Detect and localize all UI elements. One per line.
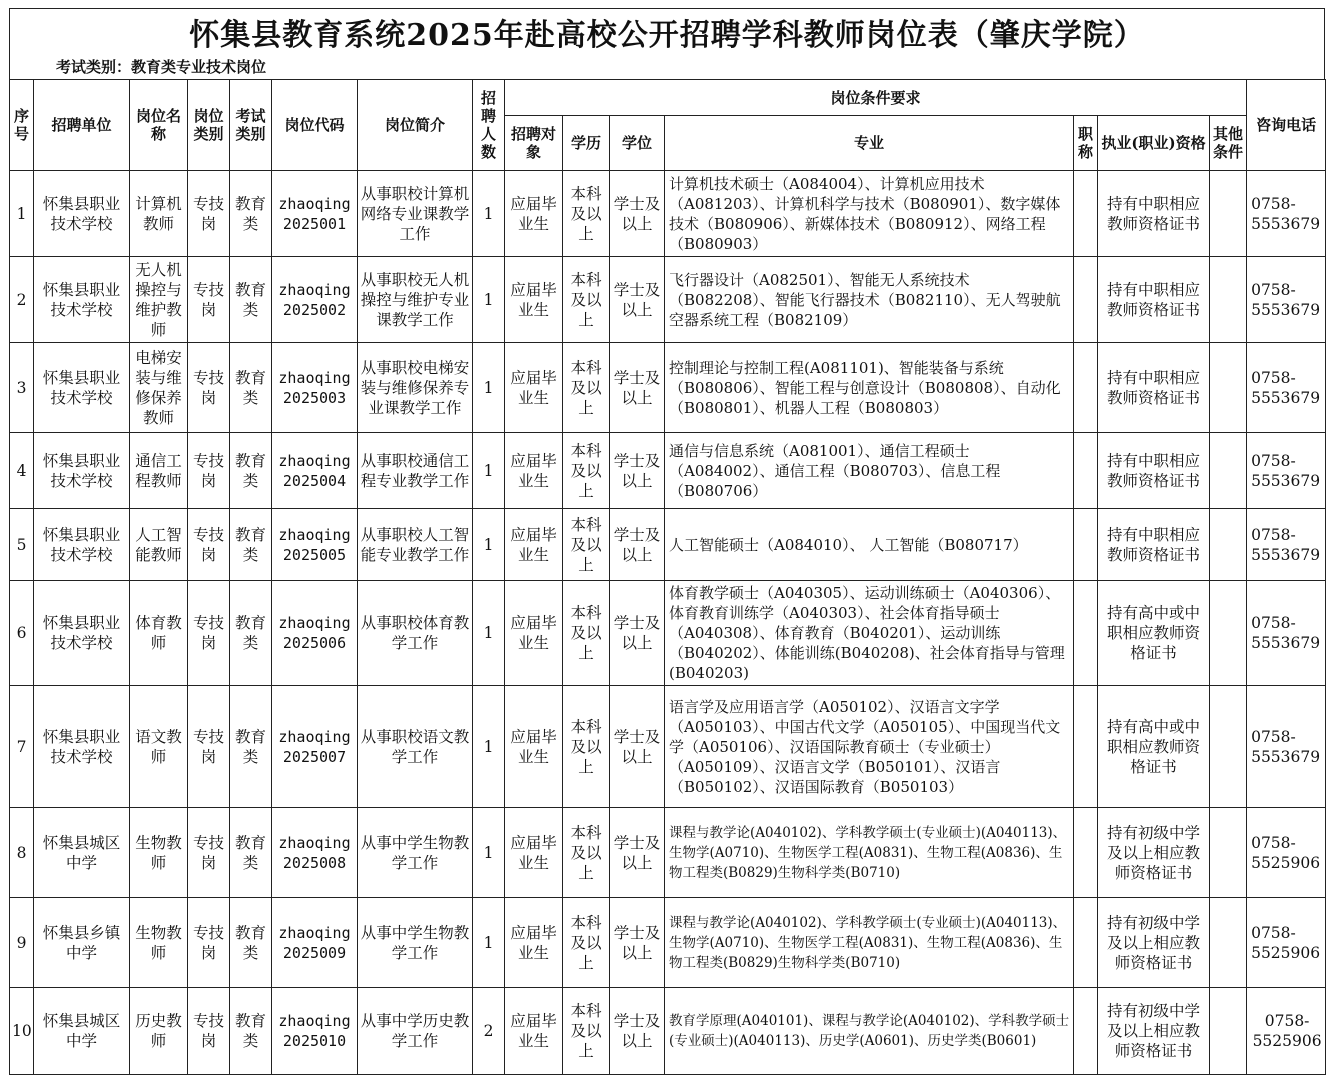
cell-unit: 怀集县职业技术学校 [34,509,130,581]
cell-degree: 学士及以上 [610,898,665,988]
header-exam-category: 考试类别 [230,80,272,171]
cell-post-name: 生物教师 [130,808,188,898]
cell-post-name: 人工智能教师 [130,509,188,581]
job-table-sheet [9,8,1325,1075]
cell-education: 本科及以上 [563,433,610,509]
cell-phone: 0758-5553679 [1247,686,1326,808]
cell-exam-category: 教育类 [230,171,272,257]
cell-post-type: 专技岗 [188,808,230,898]
header-phone: 咨询电话 [1247,80,1326,171]
cell-other [1210,257,1247,343]
cell-post-desc: 从事职校语文教学工作 [358,686,473,808]
cell-qualification: 持有中职相应教师资格证书 [1098,171,1210,257]
cell-degree: 学士及以上 [610,808,665,898]
cell-major: 语言学及应用语言学（A050102）、汉语言文字学（A050103）、中国古代文学（A050105）、中国现当代文学（A050106）、汉语国际教育硕士（专业硕士）（A050109）、汉语言文学（B050101）、汉语言（B050102）、汉语国际教育（B050103） [665,686,1074,808]
cell-seq: 5 [10,509,34,581]
cell-degree: 学士及以上 [610,257,665,343]
cell-other [1210,343,1247,433]
cell-other [1210,686,1247,808]
header-requirements: 岗位条件要求 [505,80,1247,116]
cell-post-code: zhaoqing 2025008 [272,808,358,898]
cell-major: 飞行器设计（A082501）、智能无人系统技术（B082208）、智能飞行器技术（B082110）、无人驾驶航空器系统工程（B082109） [665,257,1074,343]
header-post-type: 岗位类别 [188,80,230,171]
cell-education: 本科及以上 [563,509,610,581]
cell-qualification: 持有初级中学及以上相应教师资格证书 [1098,898,1210,988]
header-post-code: 岗位代码 [272,80,358,171]
cell-count: 2 [473,988,505,1075]
table-row [10,343,1326,433]
cell-education: 本科及以上 [563,686,610,808]
cell-seq: 9 [10,898,34,988]
cell-other [1210,898,1247,988]
cell-exam-category: 教育类 [230,686,272,808]
cell-post-type: 专技岗 [188,171,230,257]
cell-title-req [1074,988,1098,1075]
cell-count: 1 [473,257,505,343]
cell-post-code: zhaoqing 2025005 [272,509,358,581]
cell-qualification: 持有初级中学及以上相应教师资格证书 [1098,808,1210,898]
cell-major: 人工智能硕士（A084010）、 人工智能（B080717） [665,509,1074,581]
cell-exam-category: 教育类 [230,988,272,1075]
cell-title-req [1074,898,1098,988]
cell-degree: 学士及以上 [610,509,665,581]
cell-title-req [1074,808,1098,898]
table-row [10,509,1326,581]
cell-other [1210,581,1247,686]
table-row [10,433,1326,509]
header-qualification: 执业(职业)资格 [1098,116,1210,171]
cell-post-desc: 从事职校体育教学工作 [358,581,473,686]
cell-post-desc: 从事中学生物教学工作 [358,808,473,898]
cell-unit: 怀集县职业技术学校 [34,686,130,808]
cell-post-type: 专技岗 [188,433,230,509]
cell-post-desc: 从事中学生物教学工作 [358,898,473,988]
cell-count: 1 [473,898,505,988]
cell-count: 1 [473,581,505,686]
cell-count: 1 [473,686,505,808]
cell-post-code: zhaoqing 2025004 [272,433,358,509]
cell-phone: 0758-5553679 [1247,257,1326,343]
cell-unit: 怀集县城区中学 [34,988,130,1075]
cell-other [1210,988,1247,1075]
cell-phone: 0758-5525906 [1247,898,1326,988]
cell-degree: 学士及以上 [610,171,665,257]
cell-unit: 怀集县乡镇中学 [34,898,130,988]
cell-education: 本科及以上 [563,343,610,433]
cell-post-type: 专技岗 [188,898,230,988]
cell-other [1210,509,1247,581]
cell-education: 本科及以上 [563,257,610,343]
cell-post-name: 计算机教师 [130,171,188,257]
cell-phone: 0758-5525906 [1247,988,1326,1075]
cell-degree: 学士及以上 [610,343,665,433]
cell-post-code: zhaoqing 2025007 [272,686,358,808]
header-post-desc: 岗位简介 [358,80,473,171]
cell-post-desc: 从事职校人工智能专业教学工作 [358,509,473,581]
cell-post-desc: 从事职校电梯安装与维修保养专业课教学工作 [358,343,473,433]
cell-title-req [1074,581,1098,686]
cell-degree: 学士及以上 [610,433,665,509]
cell-major: 通信与信息系统（A081001）、通信工程硕士（A084002）、通信工程（B080703）、信息工程（B080706） [665,433,1074,509]
cell-title-req [1074,257,1098,343]
cell-post-code: zhaoqing 2025003 [272,343,358,433]
cell-qualification: 持有初级中学及以上相应教师资格证书 [1098,988,1210,1075]
header-other: 其他条件 [1210,116,1247,171]
cell-major: 课程与教学论(A040102)、学科教学硕士(专业硕士)(A040113)、生物学(A0710)、生物医学工程(A0831)、生物工程(A0836)、生物工程类(B0829)生物科学类(B0710) [665,808,1074,898]
table-row [10,988,1326,1075]
cell-phone: 0758-5553679 [1247,171,1326,257]
cell-target: 应届毕业生 [505,509,563,581]
cell-post-name: 语文教师 [130,686,188,808]
table-row [10,257,1326,343]
cell-education: 本科及以上 [563,808,610,898]
table-row [10,808,1326,898]
cell-exam-category: 教育类 [230,433,272,509]
cell-post-desc: 从事职校通信工程专业教学工作 [358,433,473,509]
cell-title-req [1074,433,1098,509]
cell-phone: 0758-5525906 [1247,808,1326,898]
cell-degree: 学士及以上 [610,988,665,1075]
cell-seq: 1 [10,171,34,257]
cell-qualification: 持有高中或中职相应教师资格证书 [1098,686,1210,808]
table-row [10,581,1326,686]
cell-post-name: 历史教师 [130,988,188,1075]
cell-exam-category: 教育类 [230,343,272,433]
cell-exam-category: 教育类 [230,581,272,686]
cell-post-type: 专技岗 [188,988,230,1075]
cell-post-desc: 从事职校无人机操控与维护专业课教学工作 [358,257,473,343]
cell-post-type: 专技岗 [188,257,230,343]
cell-post-type: 专技岗 [188,343,230,433]
table-body [10,171,1326,1075]
cell-exam-category: 教育类 [230,257,272,343]
positions-table [9,79,1326,1075]
cell-post-name: 无人机操控与维护教师 [130,257,188,343]
cell-unit: 怀集县职业技术学校 [34,171,130,257]
cell-phone: 0758-5553679 [1247,581,1326,686]
cell-post-desc: 从事中学历史教学工作 [358,988,473,1075]
table-row [10,171,1326,257]
cell-post-code: zhaoqing 2025009 [272,898,358,988]
cell-major: 计算机技术硕士（A084004）、计算机应用技术（A081203）、计算机科学与技术（B080901）、数字媒体技术（B080906）、新媒体技术（B080912）、网络工程（B080903） [665,171,1074,257]
header-degree: 学位 [610,116,665,171]
cell-major: 教育学原理(A040101)、课程与教学论(A040102)、学科教学硕士(专业硕士)(A040113)、历史学(A0601)、历史学类(B0601) [665,988,1074,1075]
cell-other [1210,808,1247,898]
cell-count: 1 [473,433,505,509]
cell-post-code: zhaoqing 2025006 [272,581,358,686]
cell-unit: 怀集县职业技术学校 [34,257,130,343]
cell-count: 1 [473,343,505,433]
cell-other [1210,171,1247,257]
cell-unit: 怀集县城区中学 [34,808,130,898]
cell-unit: 怀集县职业技术学校 [34,581,130,686]
cell-target: 应届毕业生 [505,686,563,808]
table-row [10,686,1326,808]
cell-exam-category: 教育类 [230,808,272,898]
cell-qualification: 持有中职相应教师资格证书 [1098,343,1210,433]
cell-qualification: 持有中职相应教师资格证书 [1098,509,1210,581]
cell-target: 应届毕业生 [505,808,563,898]
cell-title-req [1074,171,1098,257]
cell-exam-category: 教育类 [230,898,272,988]
cell-title-req [1074,509,1098,581]
cell-target: 应届毕业生 [505,257,563,343]
cell-degree: 学士及以上 [610,686,665,808]
cell-seq: 2 [10,257,34,343]
cell-target: 应届毕业生 [505,433,563,509]
cell-post-desc: 从事职校计算机网络专业课教学工作 [358,171,473,257]
cell-post-type: 专技岗 [188,581,230,686]
cell-post-name: 电梯安装与维修保养教师 [130,343,188,433]
cell-target: 应届毕业生 [505,898,563,988]
cell-seq: 8 [10,808,34,898]
cell-unit: 怀集县职业技术学校 [34,343,130,433]
cell-post-type: 专技岗 [188,509,230,581]
cell-exam-category: 教育类 [230,509,272,581]
cell-major: 控制理论与控制工程(A081101)、智能装备与系统（B080806）、智能工程与创意设计（B080808）、自动化（B080801）、机器人工程（B080803） [665,343,1074,433]
cell-title-req [1074,686,1098,808]
header-education: 学历 [563,116,610,171]
cell-post-code: zhaoqing 2025001 [272,171,358,257]
cell-post-name: 体育教师 [130,581,188,686]
cell-qualification: 持有中职相应教师资格证书 [1098,257,1210,343]
cell-seq: 4 [10,433,34,509]
exam-type-label: 考试类别：教育类专业技术岗位 [9,55,1325,79]
header-unit: 招聘单位 [34,80,130,171]
cell-post-type: 专技岗 [188,686,230,808]
cell-education: 本科及以上 [563,581,610,686]
cell-target: 应届毕业生 [505,171,563,257]
cell-count: 1 [473,509,505,581]
cell-seq: 3 [10,343,34,433]
cell-education: 本科及以上 [563,171,610,257]
cell-seq: 7 [10,686,34,808]
cell-post-code: zhaoqing 2025010 [272,988,358,1075]
cell-target: 应届毕业生 [505,343,563,433]
cell-title-req [1074,343,1098,433]
table-row [10,898,1326,988]
cell-education: 本科及以上 [563,988,610,1075]
cell-phone: 0758-5553679 [1247,343,1326,433]
page-title: 怀集县教育系统2025年赴高校公开招聘学科教师岗位表（肇庆学院） [9,8,1325,55]
cell-post-name: 通信工程教师 [130,433,188,509]
cell-target: 应届毕业生 [505,581,563,686]
cell-education: 本科及以上 [563,898,610,988]
cell-seq: 10 [10,988,34,1075]
cell-post-name: 生物教师 [130,898,188,988]
cell-degree: 学士及以上 [610,581,665,686]
cell-post-code: zhaoqing 2025002 [272,257,358,343]
cell-unit: 怀集县职业技术学校 [34,433,130,509]
cell-qualification: 持有中职相应教师资格证书 [1098,433,1210,509]
header-count: 招聘人数 [473,80,505,171]
cell-count: 1 [473,808,505,898]
cell-count: 1 [473,171,505,257]
header-post-name: 岗位名称 [130,80,188,171]
header-title-req: 职称 [1074,116,1098,171]
header-seq: 序号 [10,80,34,171]
cell-qualification: 持有高中或中职相应教师资格证书 [1098,581,1210,686]
cell-other [1210,433,1247,509]
cell-seq: 6 [10,581,34,686]
header-major: 专业 [665,116,1074,171]
header-target: 招聘对象 [505,116,563,171]
cell-major: 体育教学硕士（A040305）、运动训练硕士（A040306）、体育教育训练学（A040303）、社会体育指导硕士（A040308）、体育教育（B040201）、运动训练（B040202）、体能训练(B040208)、社会体育指导与管理(B040203) [665,581,1074,686]
cell-phone: 0758-5553679 [1247,433,1326,509]
cell-target: 应届毕业生 [505,988,563,1075]
cell-phone: 0758-5553679 [1247,509,1326,581]
cell-major: 课程与教学论(A040102)、学科教学硕士(专业硕士)(A040113)、生物学(A0710)、生物医学工程(A0831)、生物工程(A0836)、生物工程类(B0829)生物科学类(B0710) [665,898,1074,988]
